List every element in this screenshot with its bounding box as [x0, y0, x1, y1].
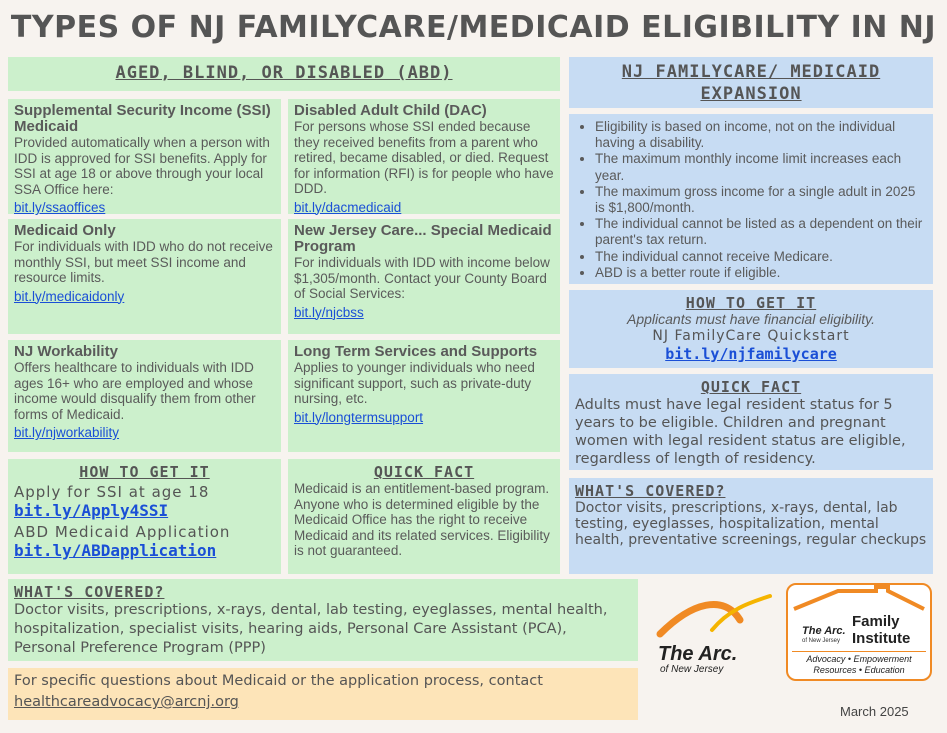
- medicaid-only-body: For individuals with IDD who do not receive monthly SSI, but meet SSI income and resource limits.: [14, 239, 273, 285]
- expansion-bullet-list: [569, 119, 925, 281]
- abd-covered-header: WHAT'S COVERED?: [14, 583, 165, 601]
- abd-header: AGED, BLIND, OR DISABLED (ABD): [8, 57, 560, 91]
- ssi-title: Supplemental Security Income (SSI) Medicaid: [14, 102, 271, 135]
- njfamilycare-link[interactable]: bit.ly/njfamilycare: [665, 344, 837, 363]
- list-item: • Eligibility is based on income, not on the individual having a disability.: [595, 119, 925, 151]
- workability-link[interactable]: bit.ly/njworkability: [14, 425, 120, 440]
- apply-ssi-text: Apply for SSI at age 18: [14, 483, 210, 501]
- arc-name: The Arc.: [658, 643, 738, 665]
- abd-covered-card: [8, 579, 638, 661]
- dac-title: Disabled Adult Child (DAC): [294, 102, 487, 119]
- ltss-body: Applies to younger individuals who need significant support, such as private-duty nursing, etc.: [294, 360, 535, 406]
- expansion-fact-body: Adults must have legal resident status for 5 years to be eligible. Children and pregnant women with legal resident status are eligible, regardless of length of residency.: [575, 397, 906, 467]
- fi-tagline-2: Resources • Education: [813, 665, 905, 675]
- contact-email-link[interactable]: healthcareadvocacy@arcnj.org: [14, 694, 239, 710]
- apply4ssi-link[interactable]: bit.ly/Apply4SSI: [14, 501, 169, 520]
- arc-swoosh-icon: [652, 590, 777, 640]
- njcbss-link[interactable]: bit.ly/njcbss: [294, 304, 364, 320]
- ltss-title: Long Term Services and Supports: [294, 343, 538, 360]
- abd-application-link[interactable]: bit.ly/ABDapplication: [14, 541, 217, 560]
- fi-tagline-1: Advocacy • Empowerment: [806, 654, 912, 664]
- contact-card: [8, 668, 638, 720]
- list-item: • The individual cannot be listed as a dependent on their parent's tax return.: [595, 216, 925, 248]
- expansion-how-header: HOW TO GET IT: [685, 294, 817, 312]
- fi-line1: Family: [852, 613, 900, 630]
- list-item: • The maximum gross income for a single adult in 2025 is $1,800/month.: [595, 184, 925, 216]
- expansion-header: NJ FAMILYCARE/ MEDICAID EXPANSION: [569, 57, 933, 108]
- abd-covered-body: Doctor visits, prescriptions, x-rays, dental, lab testing, eyeglasses, mental health, hospitalization, specialist visits, hearing aids, Personal Care Assistant (PCA), Personal Preference Program (PPP): [14, 602, 608, 656]
- dac-body: For persons whose SSI ended because they received benefits from a parent who retired, became disabled, or died. Request for information (RFI) is for people who have DDD.: [294, 119, 554, 196]
- expansion-bullets-card: [569, 114, 933, 284]
- workability-card: [8, 340, 281, 452]
- fi-arc-name: The Arc.: [802, 625, 846, 637]
- house-roof-icon: [788, 583, 930, 613]
- abd-how-card: [8, 459, 281, 574]
- fi-arc-sub: of New Jersey: [802, 638, 841, 644]
- expansion-fact-card: [569, 374, 933, 470]
- ssa-offices-link[interactable]: bit.ly/ssaoffices: [14, 200, 106, 215]
- ssi-card: [8, 99, 281, 214]
- arc-logo: [652, 590, 777, 675]
- page-title: TYPES OF NJ FAMILYCARE/MEDICAID ELIGIBILITY IN NJ: [10, 10, 937, 45]
- list-item: • The maximum monthly income limit increases each year.: [595, 151, 925, 183]
- list-item: • The individual cannot receive Medicare.: [595, 249, 925, 265]
- nj-care-title: New Jersey Care... Special Medicaid Program: [294, 222, 552, 255]
- expansion-covered-body: Doctor visits, prescriptions, x-rays, dental, lab testing, eyeglasses, hospitalization, mental health, preventative screenings, regular checkups: [575, 500, 927, 548]
- long-term-support-link[interactable]: bit.ly/longtermsupport: [294, 409, 424, 425]
- medicaid-only-card: [8, 219, 281, 334]
- abd-fact-card: [288, 459, 560, 574]
- contact-text: For specific questions about Medicaid or the application process, contact: [14, 673, 543, 689]
- workability-body: Offers healthcare to individuals with IDD ages 16+ who are employed and whose income would disqualify them from other forms of Medicaid.: [14, 360, 256, 422]
- list-item: • ABD is a better route if eligible.: [595, 265, 925, 281]
- quickstart-text: NJ FamilyCare Quickstart: [652, 327, 850, 344]
- expansion-how-note: Applicants must have financial eligibility.: [627, 311, 875, 327]
- nj-care-card: [288, 219, 560, 334]
- abd-how-header: HOW TO GET IT: [79, 463, 210, 481]
- fi-divider: [792, 651, 926, 652]
- arc-sub: of New Jersey: [660, 664, 724, 675]
- ltss-card: [288, 340, 560, 452]
- abd-fact-header: QUICK FACT: [373, 463, 475, 481]
- medicaid-only-link[interactable]: bit.ly/medicaidonly: [14, 288, 125, 304]
- expansion-covered-header: WHAT'S COVERED?: [575, 482, 726, 500]
- expansion-covered-card: [569, 478, 933, 574]
- expansion-fact-header: QUICK FACT: [700, 378, 802, 396]
- dac-medicaid-link[interactable]: bit.ly/dacmedicaid: [294, 199, 402, 215]
- date-label: March 2025: [840, 704, 909, 719]
- expansion-how-card: [569, 290, 933, 368]
- fi-line2: Institute: [852, 630, 911, 647]
- nj-care-body: For individuals with IDD with income below $1,305/month. Contact your County Board of Social Services:: [294, 255, 550, 301]
- abd-application-text: ABD Medicaid Application: [14, 523, 231, 541]
- ssi-body: Provided automatically when a person with IDD is approved for SSI benefits. Apply for SSI at age 18 or above through your local SSA Office here:: [14, 135, 270, 197]
- workability-title: NJ Workability: [14, 343, 118, 360]
- abd-fact-body: Medicaid is an entitlement-based program. Anyone who is determined eligible by the Medicaid Office has the right to receive Medicaid and its related services. Eligibility is not guaranteed.: [294, 481, 550, 558]
- family-institute-logo: [786, 583, 932, 681]
- medicaid-only-title: Medicaid Only: [14, 222, 116, 239]
- dac-card: [288, 99, 560, 214]
